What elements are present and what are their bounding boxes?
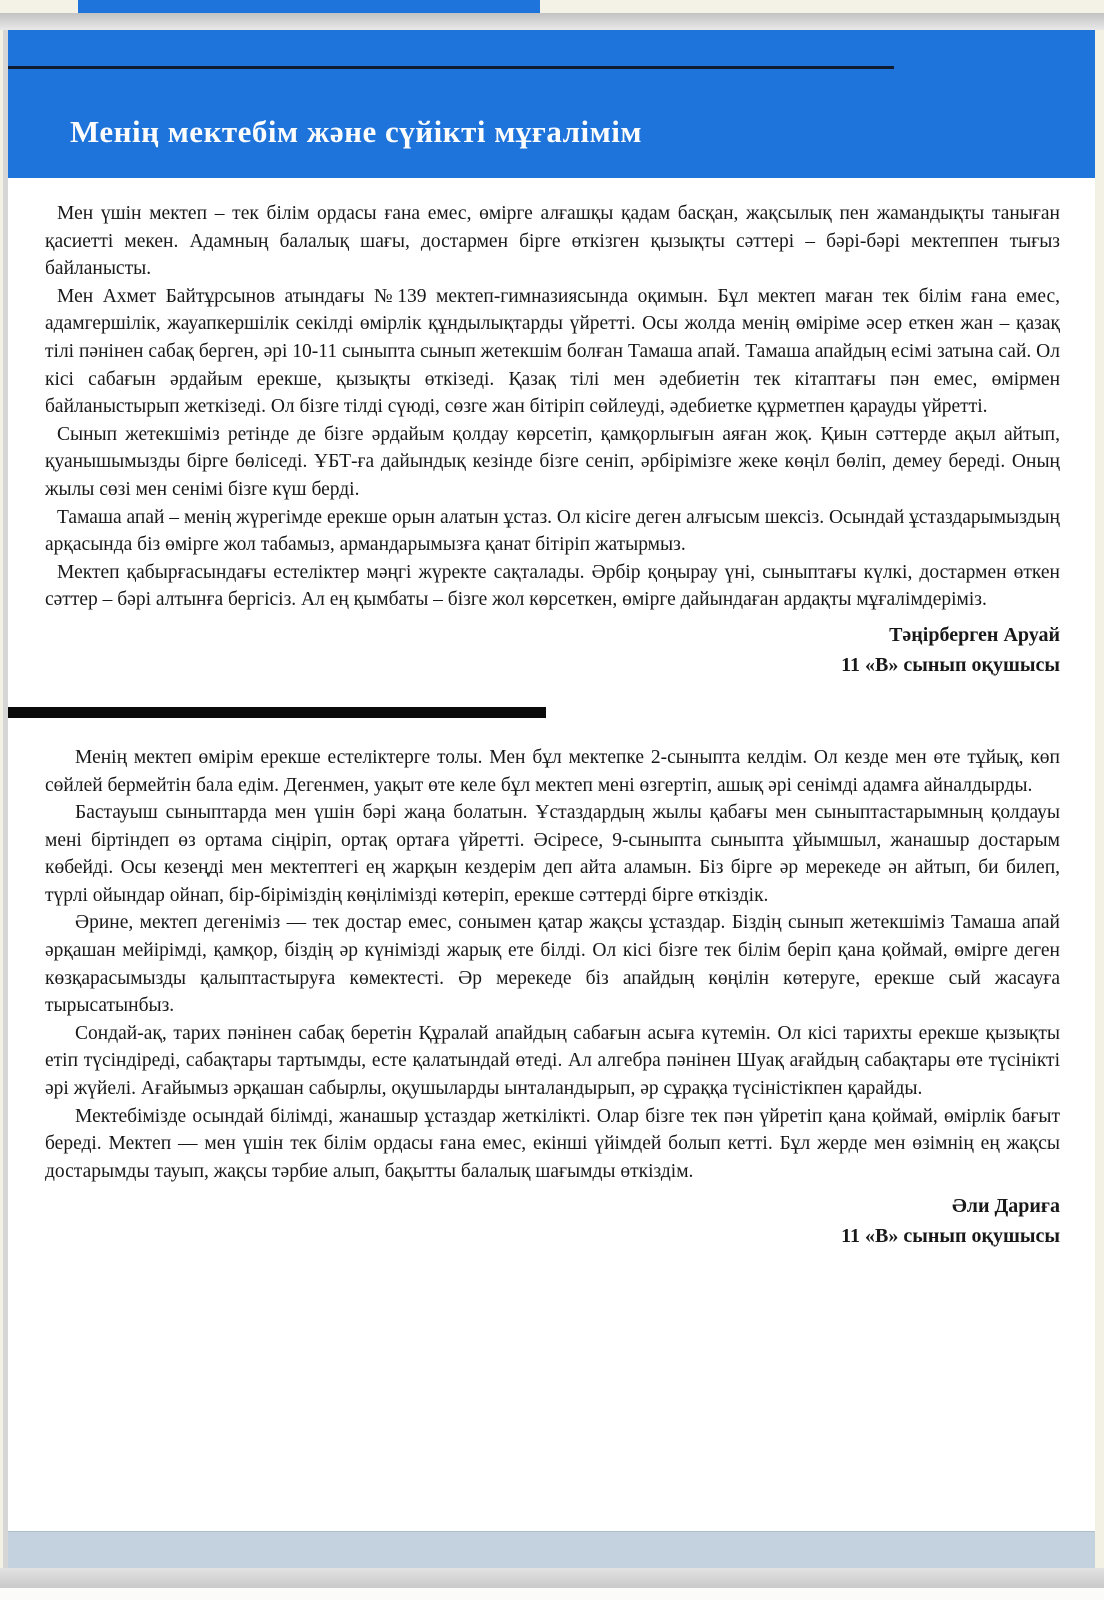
essay-2	[45, 744, 1060, 1252]
essay-1	[45, 200, 1060, 680]
previous-page-blue-fragment	[78, 0, 540, 13]
essay-1-paragraph: Сынып жетекшіміз ретінде де бізге әрдайым қолдау көрсетіп, қамқорлығын аяған жоқ. Қиын сәттерде ақыл айтып, қуанышымызды бірге бөліседі. ҰБТ-ға дайындық кезінде бізге сеніп, әрбірімізге жеке көңіл бөліп, демеу береді. Оның жылы сөзі мен сенімі бізге күш берді.	[45, 423, 1060, 500]
essay-1-author-name: Тәңірберген Аруай	[889, 623, 1060, 646]
essay-2-paragraph: Мектебімізде осындай білімді, жанашыр ұстаздар жеткілікті. Олар бізге тек пән үйретіп қана қоймай, өмірлік бағыт береді. Мектеп — мен үшін тек білім ордасы ғана емес, екінші үйімдей болып кетті. Бұл жерде мен өзімнің ең жақсы достарымды тауып, жақсы тәрбие алып, бақытты балалық шағымды өткіздім.	[45, 1105, 1060, 1182]
essay-2-paragraph: Менің мектеп өмірім ерекше естеліктерге толы. Мен бұл мектепке 2-сыныпта келдім. Ол кезде мен өте тұйық, көп сөйлей бермейтін бала едім. Дегенмен, уақыт өте келе бұл мектеп мені өзгертіп, ашық әрі сенімді адамға айналдырды.	[45, 746, 1060, 796]
document-page	[3, 30, 1095, 1568]
essay-1-paragraph: Тамаша апай – менің жүрегімде ерекше орын алатын ұстаз. Ол кісіге деген алғысым шексіз. Осындай ұстаздарымыздың арқасында біз өмірге жол табамыз, армандарымызға қанат бітіріп жатырмыз.	[45, 506, 1060, 556]
essay-1-paragraph: Мен Ахмет Байтұрсынов атындағы №139 мектеп-гимназиясында оқимын. Бұл мектеп маған тек білім ғана емес, адамгершілік, жауапкершілік секілді өмірлік құндылықтарды үйретті. Осы жолда менің өміріме әсер еткен жан – қазақ тілі пәнінен сабақ берген, әрі 10-11 сыныпта сынып жетекшім болған Тамаша апай. Тамаша апайдың есімі затына сай. Ол кісі сабағын әрдайым ерекше, қызықты өткізеді. Қазақ тілі мен әдебиетін тек кітаптағы пән емес, өмірмен байланыстырып жеткізеді. Ол бізге тілді сүюді, сөзге жан бітіріп сөйлеуді, әдебиетке құрметпен қарауды үйретті.	[45, 285, 1060, 418]
essay-1-signature	[45, 620, 1060, 680]
essay-2-paragraph: Бастауыш сыныптарда мен үшін бәрі жаңа болатын. Ұстаздардың жылы қабағы мен сыныптастарымның қолдауы мені біртіндеп өз ортама сіңіріп, ортақ ортаға үйретті. Әсіресе, 9-сыныпта сыныпта ұйымшыл, жанашыр достарым көбейді. Осы кезеңді мен мектептегі ең жарқын кездерім деп айта аламын. Біз бірге әр мерекеде ән айтып, би билеп, түрлі ойындар ойнап, бір-біріміздің көңілімізді көтеріп, ерекше сәттерді бірге өткіздік.	[45, 802, 1060, 906]
essay-2-paragraph: Сондай-ақ, тарих пәнінен сабақ беретін Құралай апайдың сабағын асыға күтемін. Ол кісі тарихты ерекше қызықты етіп түсіндіреді, сабақтары тартымды, есте қалатындай өтеді. Ал алгебра пәнінен Шуақ ағайдың сабақтары өте түсінікті әрі жүйелі. Ағайымыз әрқашан сабырлы, оқушыларды ынталандырып, әр сұраққа түсіністікпен қарайды.	[45, 1022, 1060, 1100]
page-shadow-gap-bottom	[0, 1568, 1104, 1588]
next-page-edge	[0, 1588, 1104, 1600]
section-divider-bar	[8, 707, 546, 718]
page-shadow-gap-top	[0, 13, 1104, 30]
essay-2-author-name: Әли Дариға	[951, 1195, 1060, 1218]
page-header-banner	[8, 30, 1095, 178]
essay-2-author-class: 11 «В» сынып оқушысы	[841, 1225, 1060, 1248]
previous-page-edge	[0, 0, 1104, 13]
essay-2-signature	[45, 1191, 1060, 1251]
essay-2-paragraph: Әрине, мектеп дегеніміз — тек достар емес, сонымен қатар жақсы ұстаздар. Біздің сынып жетекшіміз Тамаша апай әрқашан мейірімді, қамқор, біздің әр күнімізді жарық ете білді. Ол кісі бізге тек білім беріп қана қоймай, өмірге деген көзқарасымызды қалыптастыруға көмектесті. Әр мерекеде біз апайдың көңілін көтеруге, ерекше сый жасауға тырысатынбыз.	[45, 912, 1060, 1017]
essay-1-author-class: 11 «В» сынып оқушысы	[841, 653, 1060, 676]
essay-1-paragraph: Мектеп қабырғасындағы естеліктер мәңгі жүректе сақталады. Әрбір қоңырау үні, сыныптағы күлкі, достармен өткен сәттер – бәрі алтынға бергісіз. Ал ең қымбаты – бізге жол көрсеткен, өмірге дайындаған ардақты мұғалімдеріміз.	[45, 561, 1060, 611]
page-content	[8, 178, 1095, 1251]
essay-1-paragraph: Мен үшін мектеп – тек білім ордасы ғана емес, өмірге алғашқы қадам басқан, жақсылық пен жамандықты таныған қасиетті мекен. Адамның балалық шағы, достармен бірге өткізген қызықты сәттері – бәрі-бәрі мектеппен тығыз байланысты.	[45, 203, 1060, 280]
header-rule-line	[8, 66, 894, 69]
page-title: Менің мектебім және сүйікті мұғалімім	[70, 114, 643, 149]
page-footer-band	[8, 1531, 1095, 1568]
